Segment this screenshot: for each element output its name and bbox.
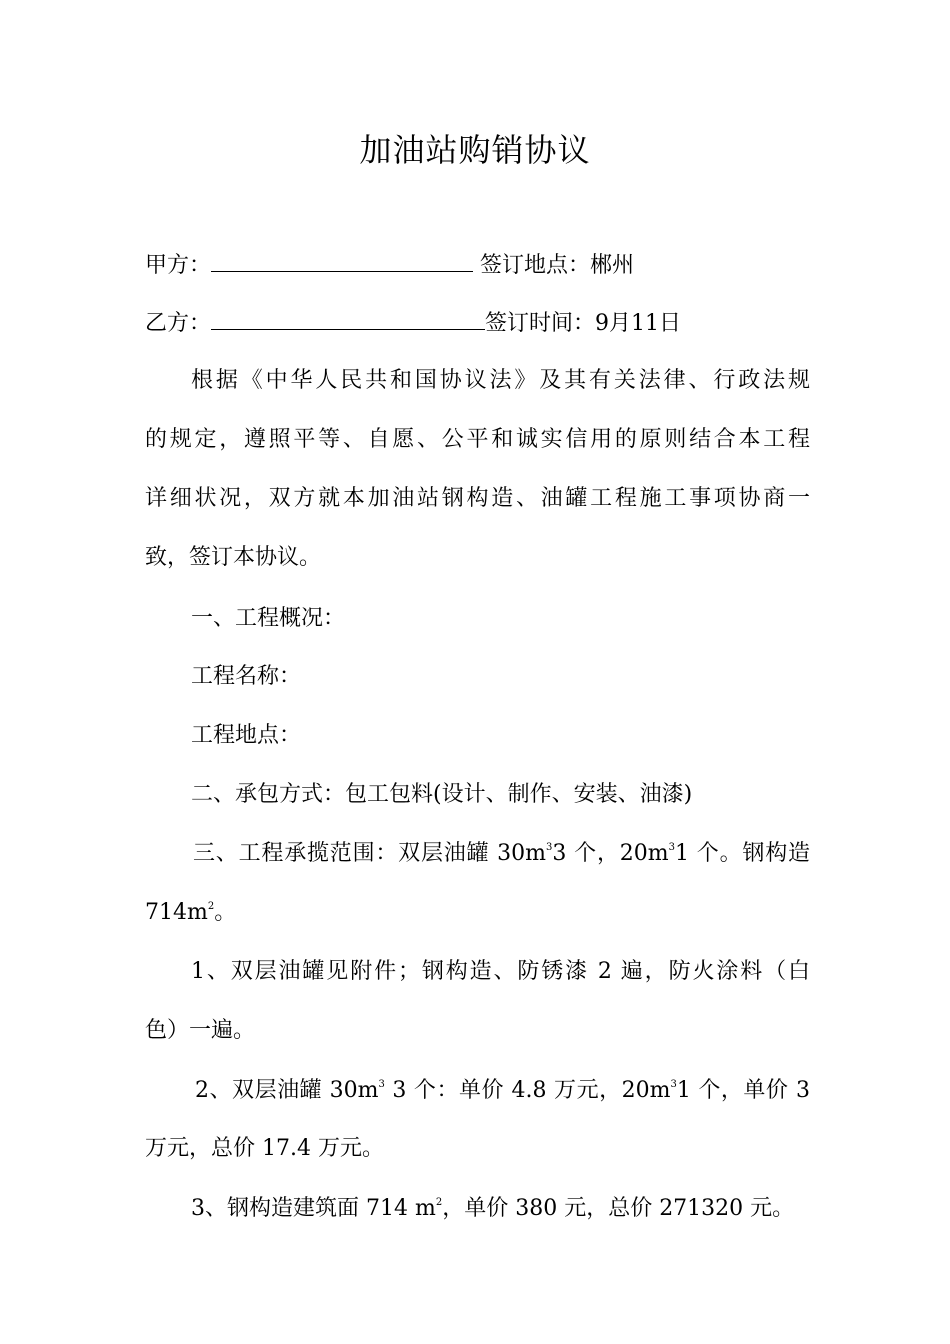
project-site-label: 工程地点： [191, 723, 302, 748]
item-1-line-1: 1、双层油罐见附件；钢构造、防锈漆 2 遍，防火涂料（白 [191, 959, 810, 984]
signing-place-value: 郴州 [590, 253, 635, 278]
party-b-blank [211, 307, 485, 330]
item-2-line-2: 万元，总价 17.4 万元。 [145, 1136, 384, 1161]
signing-time-label: 签订时间： [485, 311, 596, 336]
section-3-scope-line-2: $714m^2$。 [145, 900, 237, 925]
project-name-label: 工程名称： [191, 664, 302, 689]
section-3-scope-line-1: 三、工程承揽范围：双层油罐 $30m^33$ 个，$20m^31$ 个。钢构造 [193, 841, 810, 866]
item-2-line-1: 2、双层油罐 $30m^3$ 3 个：单价 4.8 万元，$20m^31$ 个，单价 3 [195, 1078, 810, 1103]
party-a-label: 甲方： [145, 253, 212, 278]
document-title: 加油站购销协议 [359, 131, 591, 169]
party-b-line [145, 307, 810, 339]
signing-place-label: 签订地点： [480, 253, 591, 278]
section-2-contract-mode: 二、承包方式：包工包料(设计、制作、安装、油漆) [191, 782, 693, 807]
intro-line-2: 的规定，遵照平等、自愿、公平和诚实信用的原则结合本工程 [145, 427, 810, 452]
item-3-line: 3、钢构造建筑面 714 $m^2$，单价 380 元，总价 271320 元。 [191, 1196, 795, 1221]
intro-line-4: 致，签订本协议。 [145, 545, 322, 570]
party-a-line [145, 249, 810, 281]
item-1-line-2: 色）一遍。 [145, 1018, 256, 1043]
intro-line-1: 根据《中华人民共和国协议法》及其有关法律、行政法规 [191, 368, 810, 393]
party-a-blank [211, 249, 473, 272]
signing-time-value: 9月11日 [595, 311, 682, 336]
section-1-heading: 一、工程概况： [191, 606, 346, 631]
party-b-label: 乙方： [145, 311, 212, 336]
intro-line-3: 详细状况，双方就本加油站钢构造、油罐工程施工事项协商一 [145, 486, 810, 511]
